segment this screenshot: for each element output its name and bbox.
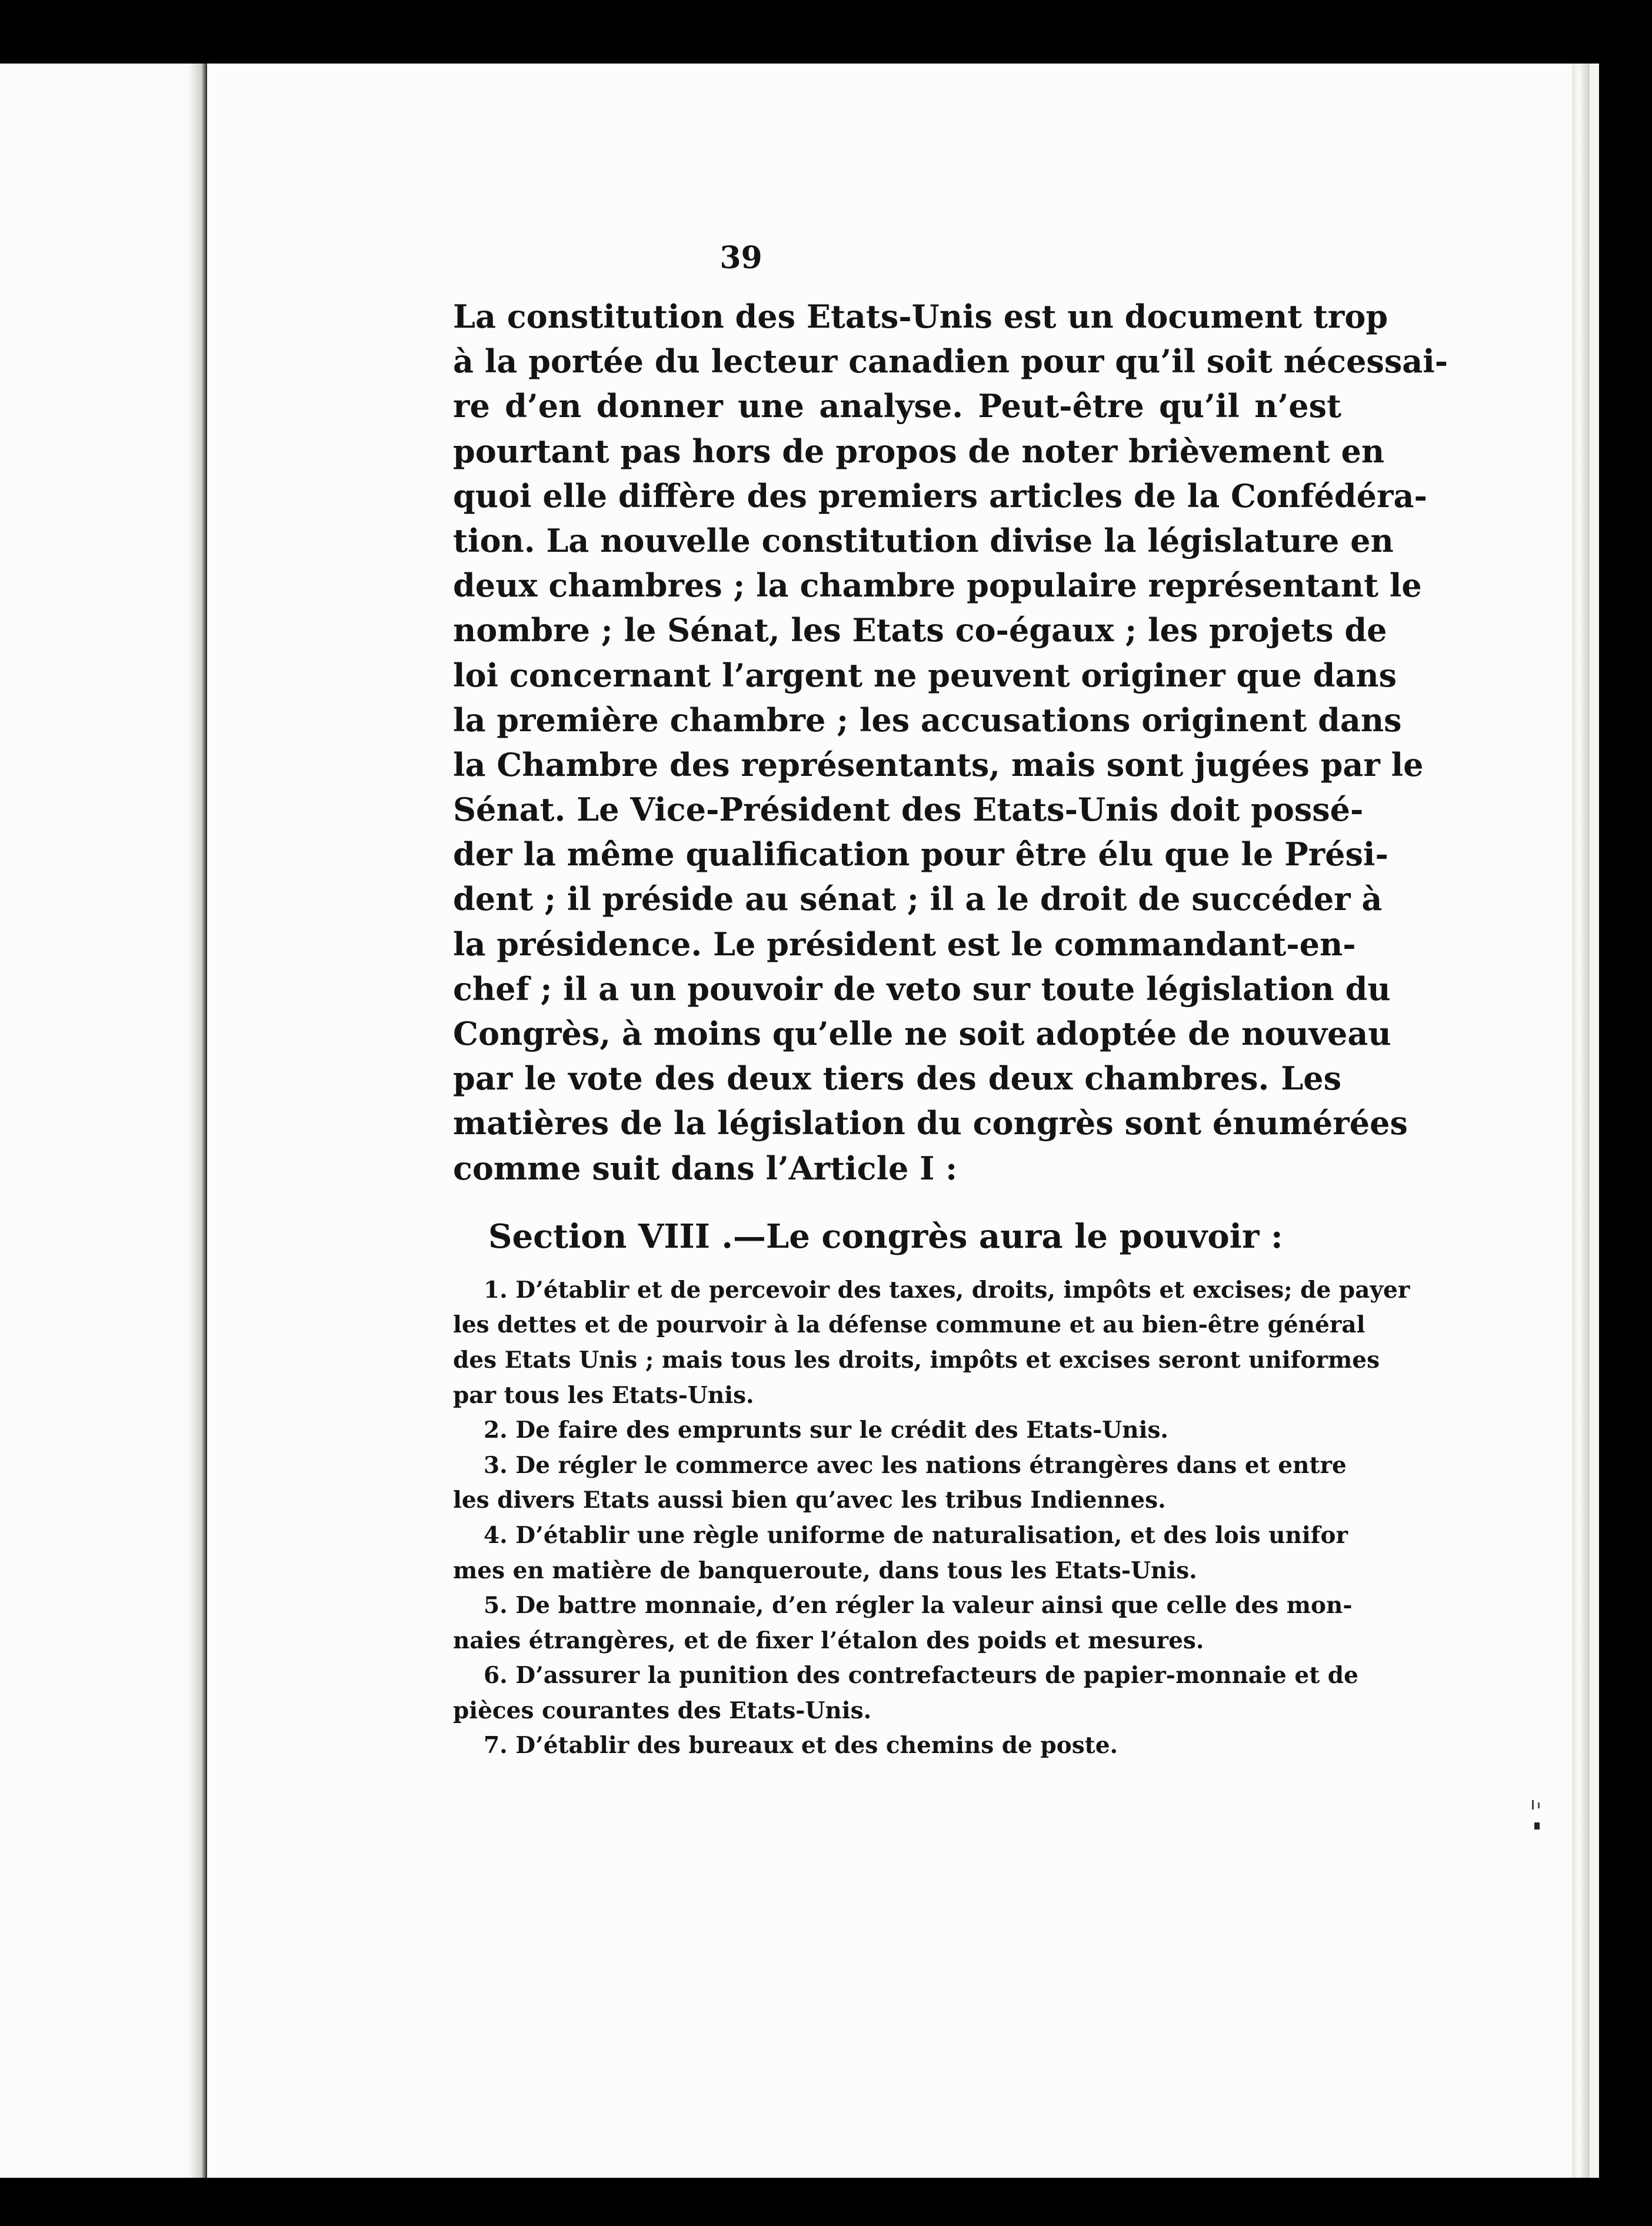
book-gutter	[188, 64, 207, 2178]
clause-line: naies étrangères, et de fixer l’étalon des poids et mesures.	[453, 1627, 1204, 1654]
page-text	[453, 294, 1448, 1764]
clause-line: 2. De faire des emprunts sur le crédit des Etats-Unis.	[484, 1417, 1169, 1444]
clause-line: des Etats Unis ; mais tous les droits, impôts et excises seront uniformes	[453, 1346, 1380, 1374]
paragraph-line: loi concernant l’argent ne peuvent originer que dans	[453, 656, 1397, 694]
paragraph-line: la première chambre ; les accusations originent dans	[453, 701, 1402, 739]
clause-item	[453, 1413, 1341, 1448]
paragraph-line: re d’en donner une analyse. Peut-être qu’il n’est	[453, 387, 1341, 425]
clause-line: 7. D’établir des bureaux et des chemins de poste.	[484, 1732, 1118, 1760]
clause-item	[453, 1728, 1341, 1764]
clause-line: pièces courantes des Etats-Unis.	[453, 1697, 872, 1724]
body-paragraph	[453, 294, 1448, 1191]
clause-line: mes en matière de banqueroute, dans tous les Etats-Unis.	[453, 1557, 1197, 1584]
left-facing-page	[0, 64, 201, 2178]
paragraph-line: Sénat. Le Vice-Président des Etats-Unis doit possé-	[453, 791, 1364, 829]
clause-item	[453, 1518, 1348, 1588]
paragraph-line: chef ; il a un pouvoir de veto sur toute législation du	[453, 969, 1391, 1008]
paragraph-line: Congrès, à moins qu’elle ne soit adoptée de nouveau	[453, 1015, 1391, 1052]
clause-line: les divers Etats aussi bien qu’avec les tribus Indiennes.	[453, 1487, 1166, 1514]
paragraph-line: matières de la législation du congrès sont énumérées	[453, 1104, 1408, 1142]
clause-line: 1. D’établir et de percevoir des taxes, droits, impôts et excises; de payer	[484, 1276, 1410, 1304]
paragraph-line: La constitution des Etats-Unis est un document trop	[453, 298, 1388, 335]
paragraph-line: der la même qualification pour être élu que le Prési-	[453, 835, 1388, 874]
clause-item	[453, 1588, 1353, 1658]
paragraph-line: la présidence. Le président est le commandant-en-	[453, 925, 1356, 963]
clause-item	[453, 1273, 1410, 1413]
clause-item	[453, 1448, 1347, 1518]
clause-line: 4. D’établir une règle uniforme de naturalisation, et des lois unifor	[484, 1521, 1348, 1549]
page-number: 39	[720, 240, 762, 276]
paragraph-line: par le vote des deux tiers des deux chambres. Les	[453, 1059, 1341, 1098]
scan-specks	[1530, 1799, 1545, 1840]
clause-line: les dettes et de pourvoir à la défense commune et au bien-être général	[453, 1311, 1365, 1339]
paragraph-line: nombre ; le Sénat, les Etats co-égaux ; les projets de	[453, 611, 1387, 649]
clause-line: par tous les Etats-Unis.	[453, 1381, 754, 1409]
paragraph-line: tion. La nouvelle constitution divise la législature en	[453, 521, 1394, 559]
paragraph-line: à la portée du lecteur canadien pour qu’il soit nécessai-	[453, 342, 1448, 381]
page-edge	[1590, 64, 1599, 2178]
clause-line: 6. D’assurer la punition des contrefacteurs de papier-monnaie et de	[484, 1662, 1358, 1690]
clause-line: 5. De battre monnaie, d’en régler la valeur ainsi que celle des mon-	[484, 1592, 1353, 1619]
section-heading: Section VIII .—Le congrès aura le pouvoir :	[488, 1217, 1283, 1256]
clause-line: 3. De régler le commerce avec les nations étrangères dans et entre	[484, 1451, 1347, 1479]
paragraph-line: comme suit dans l’Article I :	[453, 1149, 958, 1187]
paragraph-line: deux chambres ; la chambre populaire représentant le	[453, 567, 1422, 605]
paragraph-line: dent ; il préside au sénat ; il a le droit de succéder à	[453, 880, 1383, 918]
clause-list	[453, 1273, 1410, 1764]
clause-item	[453, 1658, 1358, 1728]
page-edge-shadow	[1572, 64, 1590, 2178]
paragraph-line: quoi elle diffère des premiers articles de la Confédéra-	[453, 476, 1427, 515]
paragraph-line: la Chambre des représentants, mais sont jugées par le	[453, 745, 1424, 784]
paragraph-line: pourtant pas hors de propos de noter brièvement en	[453, 432, 1385, 470]
